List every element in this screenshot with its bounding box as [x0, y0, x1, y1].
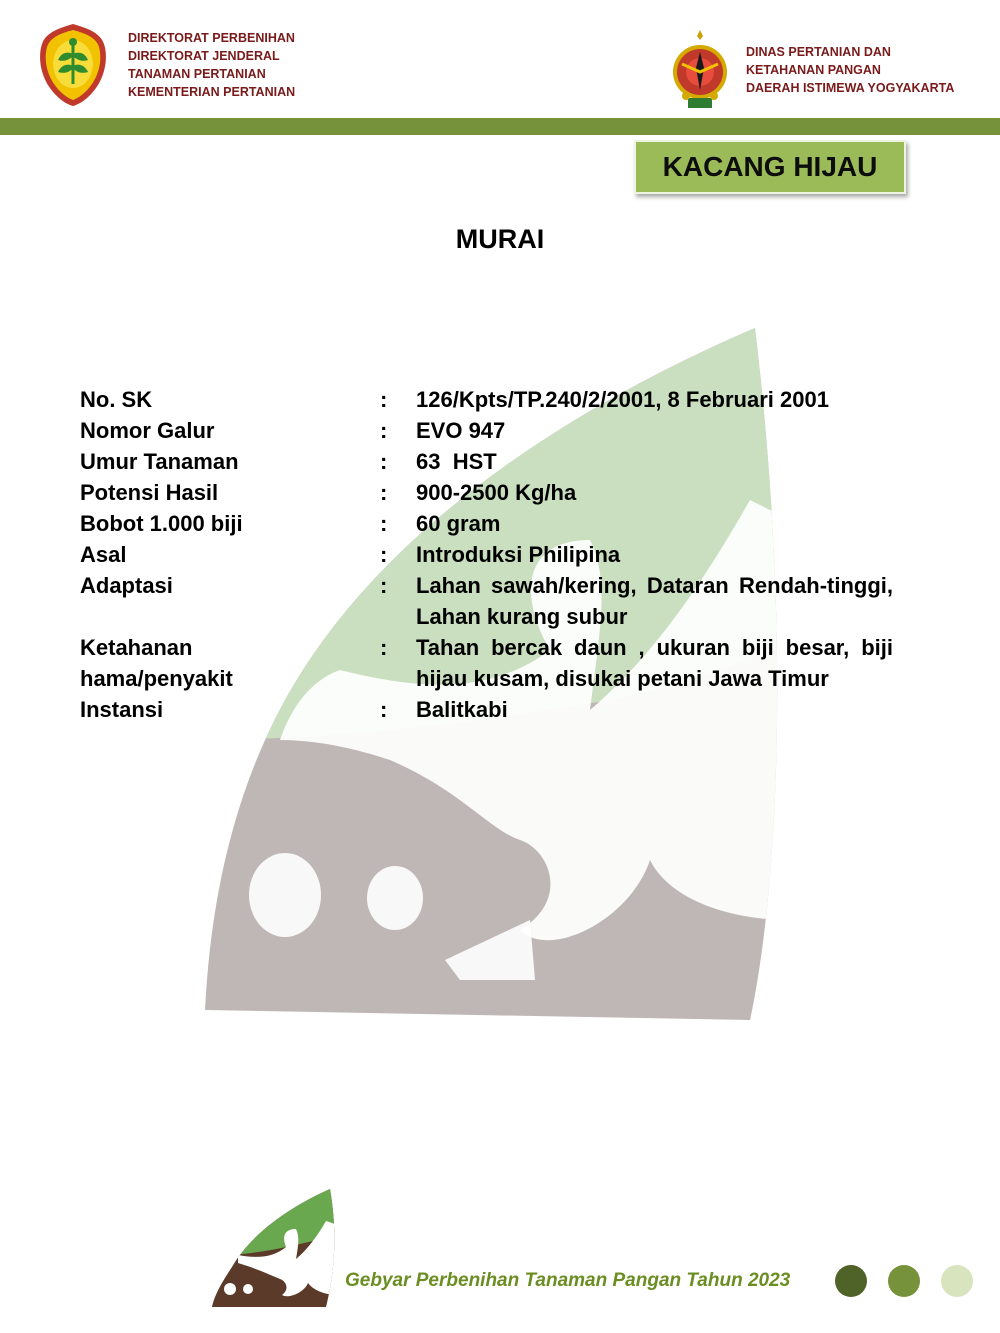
- right-org-line: DAERAH ISTIMEWA YOGYAKARTA: [746, 81, 955, 95]
- spec-value: Introduksi Philipina: [416, 542, 621, 567]
- spec-row-no-sk: [80, 384, 893, 415]
- kementan-logo: [38, 22, 108, 108]
- spec-row-bobot: [80, 508, 893, 539]
- left-org-line: TANAMAN PERTANIAN: [128, 67, 266, 81]
- spec-label: Asal: [80, 542, 127, 567]
- spec-separator: :: [380, 511, 388, 536]
- spec-label: Potensi Hasil: [80, 480, 219, 505]
- header-left: [38, 22, 295, 108]
- spec-row-asal: [80, 539, 893, 570]
- footer-leaf-logo: [208, 1185, 338, 1310]
- spec-row-instansi: [80, 694, 893, 725]
- spec-value: 900-2500 Kg/ha: [416, 480, 577, 505]
- spec-separator: :: [380, 542, 388, 567]
- spec-label: Instansi: [80, 697, 164, 722]
- spec-separator: :: [380, 697, 388, 722]
- spec-value: Balitkabi: [416, 697, 508, 722]
- footer-dot-medium: [888, 1265, 920, 1297]
- right-org-name: [746, 43, 954, 97]
- spec-separator: :: [380, 573, 388, 598]
- spec-separator: :: [380, 480, 388, 505]
- commodity-badge: [634, 140, 906, 194]
- variety-title: MURAI: [455, 224, 545, 254]
- header-divider-bar: [0, 118, 1000, 135]
- right-org-line: DINAS PERTANIAN DAN: [746, 45, 891, 59]
- spec-row-ketahanan: [80, 632, 893, 694]
- spec-value: 63 HST: [416, 449, 497, 474]
- spec-row-nomor-galur: [80, 415, 893, 446]
- spec-row-potensi-hasil: [80, 477, 893, 508]
- spec-separator: :: [380, 418, 388, 443]
- spec-separator: :: [380, 387, 388, 412]
- header-right: [668, 28, 954, 112]
- spec-value: 60 gram: [416, 511, 501, 536]
- commodity-badge-label: KACANG HIJAU: [662, 151, 878, 182]
- left-org-line: KEMENTERIAN PERTANIAN: [128, 85, 296, 99]
- spec-label: Ketahanan hama/penyakit: [80, 635, 233, 691]
- spec-table: [80, 384, 893, 725]
- left-org-line: DIREKTORAT PERBENIHAN: [128, 31, 295, 45]
- spec-value: 126/Kpts/TP.240/2/2001, 8 Februari 2001: [416, 387, 829, 412]
- left-org-name: [128, 29, 295, 101]
- spec-label: Nomor Galur: [80, 418, 215, 443]
- spec-value: Tahan bercak daun , ukuran biji besar, biji hijau kusam, disukai petani Jawa Timur: [416, 635, 893, 691]
- spec-label: Bobot 1.000 biji: [80, 511, 243, 536]
- spec-value: EVO 947: [416, 418, 506, 443]
- spec-separator: :: [380, 449, 388, 474]
- spec-row-umur-tanaman: [80, 446, 893, 477]
- spec-label: Adaptasi: [80, 573, 173, 598]
- footer-dot-light: [941, 1265, 973, 1297]
- spec-value: Lahan sawah/kering, Dataran Rendah-tinggi, Lahan kurang subur: [416, 573, 893, 629]
- footer-event-text: Gebyar Perbenihan Tanaman Pangan Tahun 2023: [345, 1270, 791, 1291]
- spec-separator: :: [380, 635, 388, 660]
- spec-label: Umur Tanaman: [80, 449, 239, 474]
- right-org-line: KETAHANAN PANGAN: [746, 63, 881, 77]
- spec-row-adaptasi: [80, 570, 893, 632]
- footer-dot-dark: [835, 1265, 867, 1297]
- spec-label: No. SK: [80, 387, 153, 412]
- diy-crest-logo: [668, 28, 732, 112]
- left-org-line: DIREKTORAT JENDERAL: [128, 49, 280, 63]
